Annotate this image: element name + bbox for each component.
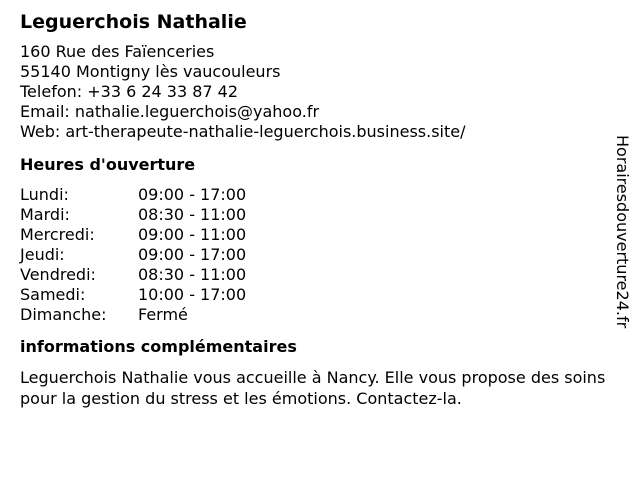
hours-row-jeudi — [20, 245, 616, 265]
hours-row-dimanche — [20, 305, 616, 325]
site-brand-watermark: Horairesdouverture24.fr — [613, 135, 632, 329]
web-line: Web: art-therapeute-nathalie-leguerchois.business.site/ — [20, 122, 466, 141]
info-heading: informations complémentaires — [20, 337, 297, 356]
day-label: Mercredi: — [20, 225, 95, 244]
day-label: Vendredi: — [20, 265, 96, 284]
phone-line: Telefon: +33 6 24 33 87 42 — [20, 82, 239, 101]
business-card — [20, 10, 616, 409]
time-value: 09:00 - 17:00 — [138, 245, 247, 264]
time-value: 08:30 - 11:00 — [138, 205, 247, 224]
day-label: Samedi: — [20, 285, 86, 304]
hours-row-samedi — [20, 285, 616, 305]
time-value: Fermé — [138, 305, 188, 324]
time-value: 09:00 - 17:00 — [138, 185, 247, 204]
contact-block — [20, 42, 616, 142]
day-label: Lundi: — [20, 185, 69, 204]
hours-row-vendredi — [20, 265, 616, 285]
business-name: Leguerchois Nathalie — [20, 11, 247, 33]
hours-row-mercredi — [20, 225, 616, 245]
day-label: Mardi: — [20, 205, 70, 224]
hours-heading: Heures d'ouverture — [20, 155, 196, 174]
address-city: 55140 Montigny lès vaucouleurs — [20, 62, 281, 81]
address-street: 160 Rue des Faïenceries — [20, 42, 215, 61]
info-description: Leguerchois Nathalie vous accueille à Nancy. Elle vous propose des soins pour la gestion du stress et les émotions. Contactez-la. — [20, 368, 606, 408]
time-value: 09:00 - 11:00 — [138, 225, 247, 244]
hours-table — [20, 185, 616, 325]
email-line: Email: nathalie.leguerchois@yahoo.fr — [20, 102, 320, 121]
hours-row-lundi — [20, 185, 616, 205]
time-value: 08:30 - 11:00 — [138, 265, 247, 284]
day-label: Dimanche: — [20, 305, 107, 324]
time-value: 10:00 - 17:00 — [138, 285, 247, 304]
day-label: Jeudi: — [20, 245, 65, 264]
hours-row-mardi — [20, 205, 616, 225]
